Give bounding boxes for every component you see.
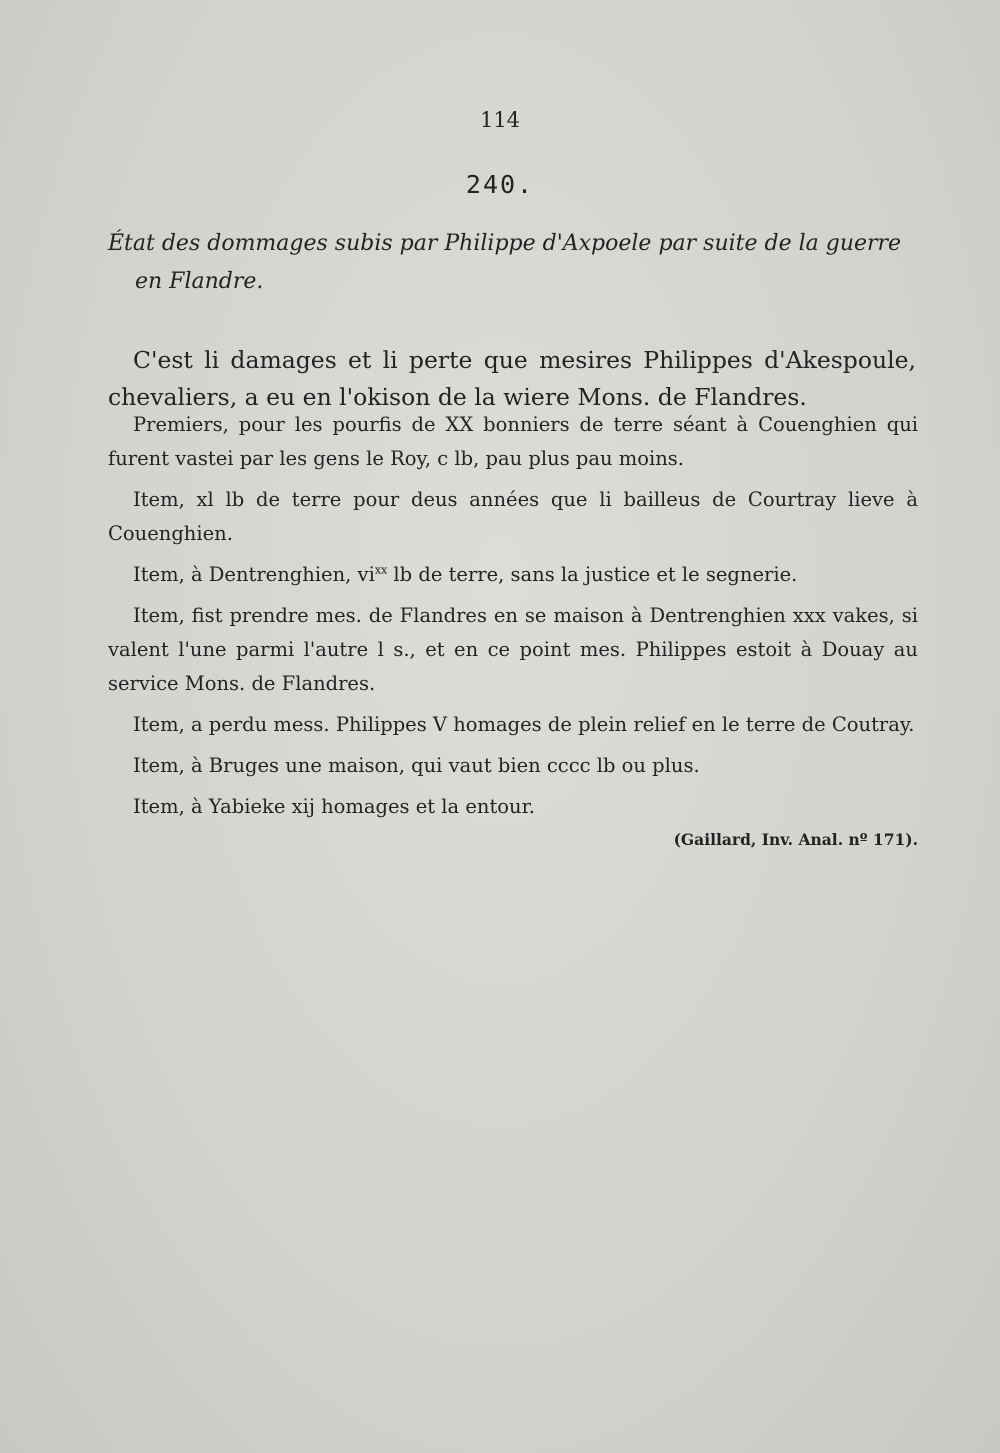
opening-paragraph: C'est li damages et li perte que mesires Philippes d'Akespoule, chevaliers, a eu en l'okison de la wiere Mons. de Flandres. [108, 345, 916, 411]
entry-yabieke: Item, à Yabieke xij homages et la entour. [133, 795, 535, 818]
entry-text-before: Item, à Dentrenghien, vi [133, 563, 375, 586]
document-title [108, 225, 923, 301]
entry-homages: Item, a perdu mess. Philippes V homages de plein relief en le terre de Coutray. [133, 713, 915, 736]
entry-dentrenghien-terre [108, 558, 918, 592]
page-number: 114 [479, 108, 521, 132]
entries-list [108, 408, 918, 831]
entry-text-after: lb de terre, sans la justice et le segnerie. [387, 563, 798, 586]
title-line-1: État des dommages subis par Philippe d'Axpoele par suite de la guerre [108, 231, 902, 256]
superscript: xx [374, 563, 388, 577]
citation: (Gaillard, Inv. Anal. nº 171). [673, 830, 918, 849]
entry-couenghien: Item, xl lb de terre pour deus années que li bailleus de Courtray lieve à Couenghien. [108, 488, 918, 545]
entry-bruges: Item, à Bruges une maison, qui vaut bien cccc lb ou plus. [133, 754, 700, 777]
document-number: 240. [465, 170, 535, 199]
entry-premiers: Premiers, pour les pourfis de XX bonniers de terre séant à Couenghien qui furent vastei par les gens le Roy, c lb, pau plus pau moins. [108, 413, 918, 470]
title-line-2: en Flandre. [135, 269, 264, 294]
entry-vakes: Item, fist prendre mes. de Flandres en se maison à Dentrenghien xxx vakes, si valent l'une parmi l'autre l s., et en ce point mes. Philippes estoit à Douay au service Mons. de Flandres. [108, 604, 918, 695]
